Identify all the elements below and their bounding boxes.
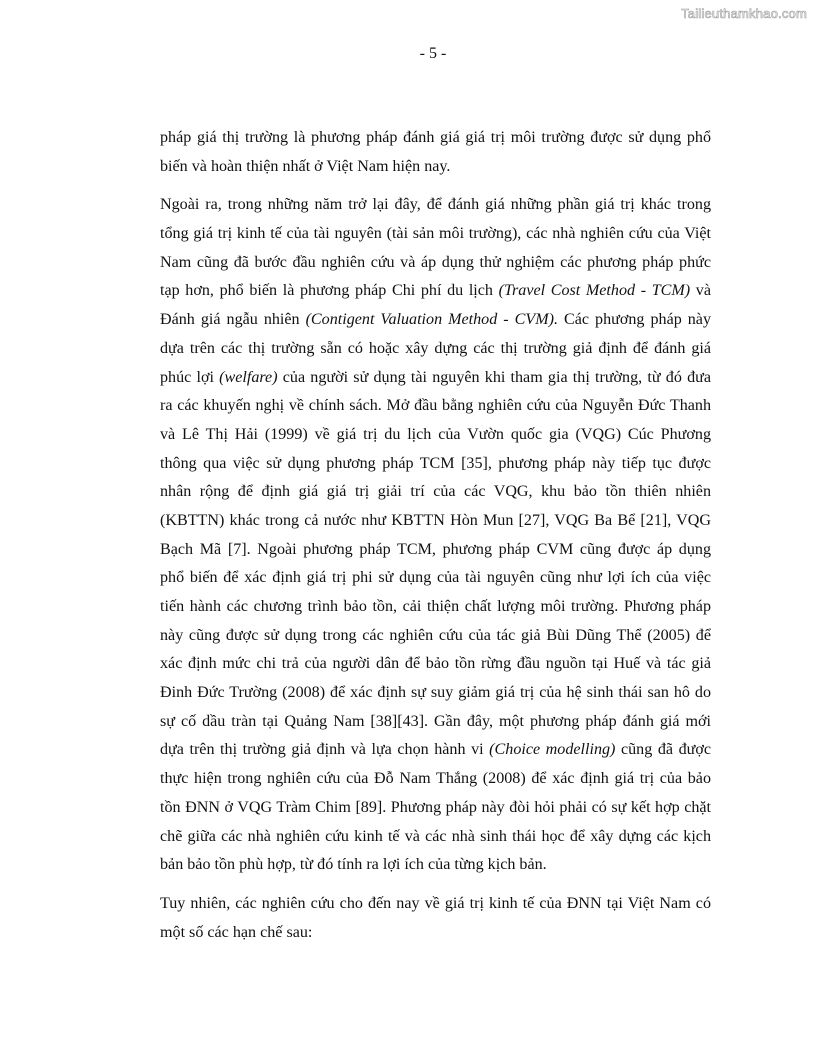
text-run: Ngoài ra, trong những năm trở lại đây, để đánh giá những phần giá trị khác trong <box>160 196 711 214</box>
text-line <box>160 736 711 765</box>
text-line <box>160 708 711 737</box>
text-line <box>160 536 711 565</box>
text-line <box>160 364 711 393</box>
text-line <box>160 421 711 450</box>
text-run: tạp hơn, phổ biến là phương pháp Chi phí du lịch <box>160 282 499 300</box>
text-line <box>160 124 711 153</box>
text-line <box>160 478 711 507</box>
text-run: Các phương pháp này <box>558 311 711 329</box>
text-line <box>160 277 711 306</box>
text-run: dựa trên thị trường giả định và lựa chọn hành vi <box>160 741 490 759</box>
text-run: tồn ĐNN ở VQG Tràm Chim [89]. Phương pháp này đòi hỏi phải có sự kết hợp chặt <box>160 798 711 816</box>
text-line <box>160 335 711 364</box>
paragraph <box>160 191 711 880</box>
text-run: thực hiện trong nghiên cứu của Đỗ Nam Thắng (2008) để xác định giá trị của bảo <box>160 770 711 788</box>
text-run: pháp giá thị trường là phương pháp đánh giá giá trị môi trường được sử dụng phổ <box>160 129 711 146</box>
text-run: sự cố dầu tràn tại Quảng Nam [38][43]. Gần đây, một phương pháp đánh giá mới <box>160 712 711 730</box>
paragraph <box>160 890 711 947</box>
text-line <box>160 507 711 536</box>
text-run: phổ biến để xác định giá trị phi sử dụng của tài nguyên cũng như lợi ích của việc <box>160 569 711 587</box>
text-line <box>160 249 711 278</box>
text-line <box>160 153 711 182</box>
italic-term: (Contigent Valuation Method - CVM). <box>305 311 559 329</box>
text-line <box>160 823 711 852</box>
text-line <box>160 220 711 249</box>
text-line <box>160 622 711 651</box>
text-line <box>160 650 711 679</box>
text-run: và <box>690 282 711 300</box>
italic-term: (Travel Cost Method - TCM) <box>498 282 691 300</box>
text-run: Nam cũng đã bước đầu nghiên cứu và áp dụng thử nghiệm các phương pháp phức <box>160 253 711 271</box>
text-run: thông qua việc sử dụng phương pháp TCM [35], phương pháp này tiếp tục được <box>160 454 711 472</box>
text-line <box>160 392 711 421</box>
text-line <box>160 919 711 948</box>
text-run: của người sử dụng tài nguyên khi tham gia thị trường, từ đó đưa <box>277 368 711 386</box>
body-text <box>160 124 711 947</box>
text-line <box>160 450 711 479</box>
paragraph <box>160 124 711 181</box>
text-run: một số các hạn chế sau: <box>160 923 313 941</box>
text-run: (KBTTN) khác trong cả nước như KBTTN Hòn Mun [27], VQG Ba Bể [21], VQG <box>160 511 711 529</box>
text-run: biến và hoàn thiện nhất ở Việt Nam hiện nay. <box>160 157 451 175</box>
text-line <box>160 191 711 220</box>
text-run: và Lê Thị Hải (1999) về giá trị du lịch của Vườn quốc gia (VQG) Cúc Phương <box>160 425 711 443</box>
text-run: phúc lợi <box>160 368 220 386</box>
text-run: Tuy nhiên, các nghiên cứu cho đến nay về giá trị kinh tế của ĐNN tại Việt Nam có <box>160 894 711 912</box>
text-run: này cũng được sử dụng trong các nghiên cứu của tác giả Bùi Dũng Thể (2005) để <box>160 626 711 644</box>
text-run: chẽ giữa các nhà nghiên cứu kinh tế và các nhà sinh thái học để xây dựng các kịch <box>160 827 711 845</box>
text-run: nhân rộng để định giá giá trị giải trí của các VQG, khu bảo tồn thiên nhiên <box>160 483 711 501</box>
text-line <box>160 890 711 919</box>
text-run: dựa trên các thị trường sẵn có hoặc xây dựng các thị trường giả định để đánh giá <box>160 339 711 357</box>
text-line <box>160 306 711 335</box>
text-run: Bạch Mã [7]. Ngoài phương pháp TCM, phương pháp CVM cũng được áp dụng <box>160 540 711 558</box>
text-run: ra các khuyến nghị về chính sách. Mở đầu bằng nghiên cứu của Nguyễn Đức Thanh <box>160 397 711 415</box>
italic-term: (welfare) <box>219 368 278 386</box>
text-run: tiến hành các chương trình bảo tồn, cải thiện chất lượng môi trường. Phương pháp <box>160 598 711 615</box>
text-line <box>160 794 711 823</box>
text-line <box>160 564 711 593</box>
text-line <box>160 593 711 622</box>
text-run: bản bảo tồn phù hợp, từ đó tính ra lợi ích của từng kịch bản. <box>160 856 547 874</box>
watermark: Tailieuthamkhao.com <box>681 6 807 21</box>
text-line <box>160 765 711 794</box>
text-line <box>160 679 711 708</box>
text-run: Đinh Đức Trường (2008) để xác định sự suy giảm giá trị của hệ sinh thái san hô do <box>160 684 711 702</box>
text-run: tổng giá trị kinh tế của tài nguyên (tài sản môi trường), các nhà nghiên cứu của Việt <box>160 225 711 243</box>
page-number: - 5 - <box>419 45 447 62</box>
italic-term: (Choice modelling) <box>489 741 616 759</box>
text-line <box>160 851 711 880</box>
text-run: xác định mức chi trả của người dân để bảo tồn rừng đầu nguồn tại Huế và tác giả <box>160 655 711 673</box>
text-run: cũng đã được <box>615 741 712 759</box>
text-run: Đánh giá ngẫu nhiên <box>160 311 306 329</box>
